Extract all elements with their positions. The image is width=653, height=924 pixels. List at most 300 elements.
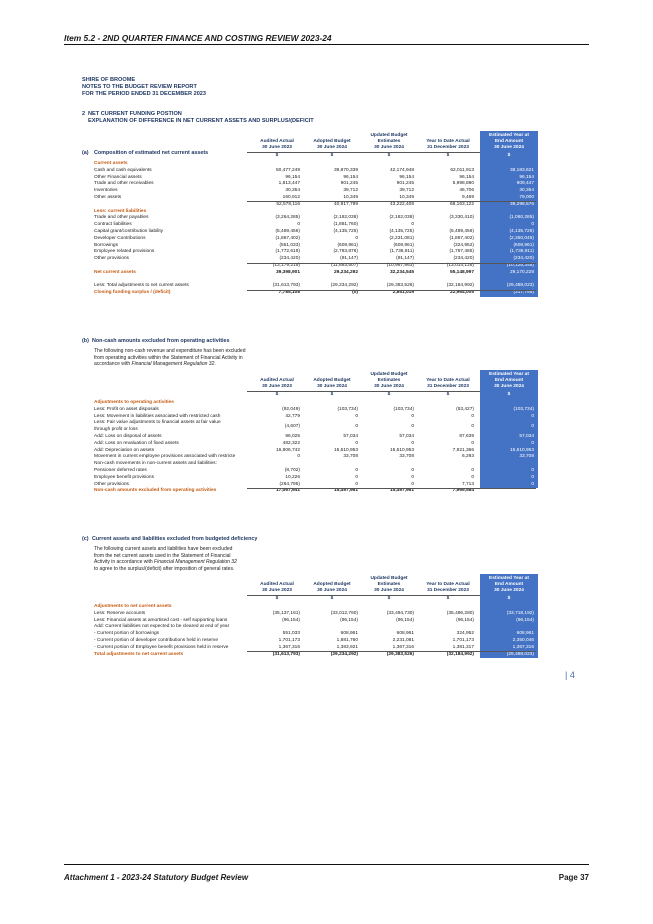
cell-value: 0 xyxy=(531,413,534,419)
cell-value: 0 xyxy=(411,440,414,446)
footer-attachment: Attachment 1 - 2023-24 Statutory Budget Review xyxy=(64,873,249,882)
column-header xyxy=(359,372,419,390)
cell-value: (103,734) xyxy=(337,406,358,412)
table-row xyxy=(82,400,552,407)
unit-label: $ xyxy=(507,392,511,397)
column-header-line: Updated Budget xyxy=(370,576,408,581)
report-period: FOR THE PERIOD ENDED 31 DECEMBER 2023 xyxy=(82,91,207,98)
cell-value: 10,349 xyxy=(343,195,358,200)
cell-value: 0 xyxy=(411,474,414,480)
row-label: Less: Profit on asset disposals xyxy=(94,406,159,412)
row-label: Add: Loss on revaluation of fixed assets xyxy=(94,440,179,446)
cell-value: (32,184,992) xyxy=(446,651,474,657)
cell-value: 324,952 xyxy=(456,631,474,637)
column-header-line: 30 June 2023 xyxy=(262,384,292,389)
paragraph-line: The following non-cash revenue and expenditure has been excluded xyxy=(94,348,246,354)
unit-label: $ xyxy=(446,153,450,158)
table-row xyxy=(82,270,552,277)
table-row xyxy=(82,604,552,611)
cell-value: 16,806,742 xyxy=(275,447,300,453)
column-header-line: 30 June 2024 xyxy=(317,145,347,150)
cell-value: (32,184,992) xyxy=(446,283,474,289)
unit-label: $ xyxy=(507,153,511,158)
paragraph-line: The following current assets and liabilities have been excluded xyxy=(94,546,233,552)
row-label: Add: Loss on disposal of assets xyxy=(94,434,162,439)
subsection-title: Non-cash amounts excluded from operating activities xyxy=(92,338,230,344)
cell-value: 0 xyxy=(531,222,534,228)
table-row xyxy=(82,168,552,175)
cell-value: (96,154) xyxy=(456,617,474,623)
row-label: Less: Total adjustments to net current assets xyxy=(94,283,189,289)
row-label: Add: Depreciation on assets xyxy=(94,447,154,453)
paragraph-line xyxy=(94,559,324,566)
cell-value: (3,264,285) xyxy=(275,215,300,221)
cell-value: 15,497,961 xyxy=(509,488,534,494)
cell-value: (1,060,285) xyxy=(509,215,534,221)
cell-value: (2,231,081) xyxy=(389,235,414,241)
column-header-line: Year to Date Actual xyxy=(426,378,470,383)
cell-value: 30,354 xyxy=(519,188,534,194)
row-label: Net current assets xyxy=(94,269,136,275)
explanatory-paragraph xyxy=(94,546,324,572)
row-label: - Current portion of Employee benefit provisions held in reserve xyxy=(94,644,229,650)
cell-value: (96,154) xyxy=(282,617,300,623)
row-label: Less: Fair value adjustments to financial assets at fair value xyxy=(94,420,221,426)
table-row xyxy=(82,631,552,638)
header-rule xyxy=(64,44,589,45)
column-header xyxy=(418,582,478,594)
column-header xyxy=(302,139,362,151)
subsection-title: Current assets and liabilities excluded from budgeted deficiency xyxy=(92,536,258,542)
unit-label: $ xyxy=(275,392,279,397)
table-row xyxy=(82,468,552,475)
table-row xyxy=(82,181,552,188)
row-label: Add: Current liabilities not expected to be cleared at end of year xyxy=(94,624,230,630)
cell-value: (234,420) xyxy=(453,256,474,262)
cell-value: 52,578,116 xyxy=(276,201,300,207)
column-header-line: 30 June 2023 xyxy=(262,145,292,150)
row-label: Less: Financial assets at amortised cost - self supporting loans xyxy=(94,617,228,623)
section-letter: (b) xyxy=(82,338,89,344)
cell-value: 0 xyxy=(531,440,534,446)
cell-value: 17,067,941 xyxy=(275,488,300,494)
row-label: Less: Movement in liabilities associated with restricted cash xyxy=(94,413,221,419)
cell-value: (1,881,760) xyxy=(333,222,358,228)
column-header-line: Audited Actual xyxy=(260,378,294,383)
cell-value: 608,961 xyxy=(516,631,534,637)
cell-value: 5,998,880 xyxy=(452,181,474,187)
row-label: Non-cash amounts excluded from operating activities xyxy=(94,488,217,494)
cell-value: 0 xyxy=(531,481,534,487)
cell-value: (264,795) xyxy=(279,481,300,487)
cell-value: (13,179,215) xyxy=(272,263,300,268)
section-heading xyxy=(82,111,314,125)
cell-value: 62,011,913 xyxy=(450,167,474,173)
section-letter: (a) xyxy=(82,150,89,156)
cell-value: (53,427) xyxy=(456,406,474,412)
cell-value: 0 xyxy=(411,423,414,429)
cell-value: (608,961) xyxy=(513,242,534,248)
cell-value: 1,701,173 xyxy=(452,638,474,643)
column-header-line: 30 June 2024 xyxy=(374,384,404,389)
cell-value: 0 xyxy=(355,481,358,487)
cell-value: 0 xyxy=(471,440,474,446)
footer-rule xyxy=(64,864,589,865)
cell-value: (2,783,876) xyxy=(333,249,358,255)
row-label: - Current portion of borrowings xyxy=(94,631,160,637)
cell-value: 0 xyxy=(531,468,534,473)
column-header-line: 31 December 2023 xyxy=(427,588,469,593)
unit-label: $ xyxy=(387,153,391,158)
column-header-line: Audited Actual xyxy=(260,139,294,144)
cell-value: 57,034 xyxy=(399,434,414,439)
column-header xyxy=(247,378,307,390)
cell-value: 96,154 xyxy=(519,174,534,180)
column-header-estimated xyxy=(480,576,538,594)
subsection-title: Composition of estimated net current assets xyxy=(94,150,209,156)
cell-value: 15,510,953 xyxy=(333,447,358,453)
column-header-line: Updated Budget xyxy=(370,133,408,138)
cell-value: (1,736,911) xyxy=(389,249,414,255)
cell-value: (5,489,456) xyxy=(449,229,474,234)
cell-value: 482,322 xyxy=(282,440,300,446)
cell-value: 43,222,408 xyxy=(389,201,414,207)
table-row xyxy=(82,407,552,414)
row-label: Contract liabilities xyxy=(94,222,132,228)
table-row xyxy=(82,209,552,216)
column-header-estimated xyxy=(480,133,538,151)
page-marker: | 4 xyxy=(565,670,575,680)
row-label: Inventories xyxy=(94,188,118,194)
cell-value: 608,961 xyxy=(340,631,358,637)
cell-value: 42,779 xyxy=(285,413,300,419)
paragraph-text: accordance with xyxy=(94,361,132,368)
unit-label: $ xyxy=(330,392,334,397)
cell-value: (29,234,292) xyxy=(330,283,358,289)
unit-label: $ xyxy=(330,153,334,158)
cell-value: 1,381,317 xyxy=(452,644,474,650)
header-rule xyxy=(247,595,480,596)
row-label: Cash and cash equivalents xyxy=(94,167,152,173)
cell-value: 79,000 xyxy=(519,195,534,200)
column-header-line: Estimated Year at xyxy=(489,372,529,377)
cell-value: 1,881,760 xyxy=(336,638,358,643)
unit-label: $ xyxy=(507,596,511,601)
cell-value: (1,867,402) xyxy=(275,235,300,241)
cell-value: (4,135,725) xyxy=(333,229,358,234)
cell-value: 30,354 xyxy=(285,188,300,194)
column-header-line: 31 December 2023 xyxy=(427,145,469,150)
table-row xyxy=(82,222,552,229)
cell-value: 0 xyxy=(411,413,414,419)
column-header-line: Adopted Budget xyxy=(313,378,351,383)
row-label: Movement in current employee provisions associated with restricte xyxy=(94,454,236,460)
regulation-ref: Financial Management Regulation 32 xyxy=(131,361,215,368)
cell-value: 7,713 xyxy=(461,481,474,487)
cell-value: (29,488,023) xyxy=(506,651,534,657)
column-header xyxy=(418,139,478,151)
row-label: Trade and other payables xyxy=(94,215,149,221)
paragraph-line: from the net current assets used in the Statement of Financial xyxy=(94,552,231,559)
cell-value: 55,148,997 xyxy=(449,269,474,275)
cell-value: 10,226 xyxy=(285,474,300,480)
cell-value: (103,734) xyxy=(513,406,534,412)
cell-value: 1,367,316 xyxy=(392,644,414,650)
cell-value: (317,795) xyxy=(513,290,534,296)
table-row xyxy=(82,290,552,297)
cell-value: (35,137,161) xyxy=(272,610,300,616)
column-header-line: 30 June 2024 xyxy=(317,384,347,389)
row-label: - Current portion of developer contributions held in reserve xyxy=(94,638,218,643)
cell-value: 0 xyxy=(471,468,474,473)
column-header xyxy=(359,133,419,151)
paragraph-line: to agree to the surplus/(deficit) after imposition of general rates. xyxy=(94,565,235,572)
cell-value: 40,917,799 xyxy=(333,201,358,207)
row-label: Pensioner deferred rates xyxy=(94,468,147,473)
paragraph-line xyxy=(94,361,324,368)
cell-value: 32,234,545 xyxy=(389,269,414,275)
cell-value: 0 xyxy=(471,413,474,419)
unit-label: $ xyxy=(387,596,391,601)
cell-value: 1,813,447 xyxy=(278,181,300,187)
table-row xyxy=(82,441,552,448)
cell-value: 608,961 xyxy=(396,631,414,637)
cell-value: 38,183,621 xyxy=(509,167,534,173)
cell-value: 0 xyxy=(471,474,474,480)
cell-value: 96,154 xyxy=(459,174,474,180)
cell-value: 42,174,948 xyxy=(389,167,414,173)
column-header-estimated xyxy=(480,372,538,390)
table-row xyxy=(82,434,552,441)
subtotal-rule xyxy=(247,201,536,202)
table-row xyxy=(82,236,552,243)
cell-value: (3,330,410) xyxy=(449,215,474,221)
page-header: Item 5.2 - 2ND QUARTER FINANCE AND COSTING REVIEW 2023-24 xyxy=(64,33,332,43)
cell-value: 2,231,081 xyxy=(392,638,414,643)
cell-value: 0 xyxy=(531,474,534,480)
table-row xyxy=(82,249,552,256)
column-header-line: Estimates xyxy=(377,139,401,144)
cell-value: (33,012,760) xyxy=(330,610,358,616)
row-label: Adjustments to operating activities xyxy=(94,400,174,405)
table-row xyxy=(82,420,552,427)
table-row xyxy=(82,611,552,618)
cell-value: (1,867,402) xyxy=(449,235,474,241)
total-rule xyxy=(247,488,536,489)
column-header-line: Estimates xyxy=(377,582,401,587)
cell-value: 0 xyxy=(355,413,358,419)
cell-value: (31,613,793) xyxy=(272,283,300,289)
cell-value: (2,182,038) xyxy=(389,215,414,221)
table-row xyxy=(82,215,552,222)
table-row xyxy=(82,652,552,659)
row-label: Capital grant/contribution liability xyxy=(94,229,164,234)
row-label: Borrowings xyxy=(94,242,118,248)
cell-value: (29,488,023) xyxy=(506,283,534,289)
cell-value: 96,025 xyxy=(285,434,300,439)
cell-value: (1,736,911) xyxy=(509,249,534,255)
cell-value: (608,961) xyxy=(337,242,358,248)
row-label: Other provisions xyxy=(94,481,129,487)
row-label: Current assets xyxy=(94,161,128,166)
column-header xyxy=(302,582,362,594)
cell-value: (1,767,485) xyxy=(449,249,474,255)
cell-value: 0 xyxy=(355,440,358,446)
org-name: SHIRE OF BROOME xyxy=(82,77,136,83)
table-row xyxy=(82,188,552,195)
cell-value: (4,135,725) xyxy=(509,229,534,234)
section-title-2: EXPLANATION OF DIFFERENCE IN NET CURRENT ASSETS AND SURPLUS/(DEFICIT xyxy=(88,118,314,124)
column-header-line: Adopted Budget xyxy=(313,139,351,144)
report-title xyxy=(82,77,206,99)
section-letter: (c) xyxy=(82,536,89,542)
cell-value: 0 xyxy=(355,423,358,429)
cell-value: (92,049) xyxy=(282,406,300,412)
cell-value: 160,912 xyxy=(282,195,300,200)
cell-value: 0 xyxy=(411,481,414,487)
footer-page-number: Page 37 xyxy=(558,873,589,882)
cell-value: 2,851,019 xyxy=(392,290,414,296)
cell-value: 29,234,292 xyxy=(333,269,358,275)
cell-value: 15,510,953 xyxy=(509,447,534,453)
cell-value: 7,969,584 xyxy=(452,488,474,494)
cell-value: 39,712 xyxy=(343,188,358,194)
row-label: through profit or loss xyxy=(94,427,138,433)
cell-value: 33,708 xyxy=(343,454,358,460)
cell-value: 39,298,576 xyxy=(509,201,534,207)
cell-value: 6,293 xyxy=(461,454,474,460)
cell-value: (10,126,348) xyxy=(506,263,534,268)
cell-value: (31,613,793) xyxy=(272,651,300,657)
table-row xyxy=(82,161,552,168)
cell-value: 7,785,108 xyxy=(278,290,300,296)
subtotal-row xyxy=(82,202,552,209)
column-header-line: 30 June 2024 xyxy=(374,588,404,593)
cell-value: (8,702) xyxy=(284,468,300,473)
cell-value: 68,163,122 xyxy=(449,201,474,207)
cell-value: (96,154) xyxy=(396,617,414,623)
table-row xyxy=(82,461,552,468)
column-header-line: Estimated Year at xyxy=(489,576,529,581)
column-header xyxy=(247,582,307,594)
cell-value: (1,772,619) xyxy=(275,249,300,255)
unit-label: $ xyxy=(275,153,279,158)
cell-value: 39,712 xyxy=(399,188,414,194)
cell-value: (608,961) xyxy=(393,242,414,248)
cell-value: 0 xyxy=(297,454,300,460)
cell-value: 33,708 xyxy=(519,454,534,460)
cell-value: 96,154 xyxy=(343,174,358,180)
column-header-line: 30 June 2023 xyxy=(262,588,292,593)
column-header-line: 30 June 2024 xyxy=(374,145,404,150)
cell-value: 15,510,953 xyxy=(389,447,414,453)
column-header-line: 30 June 2024 xyxy=(317,588,347,593)
cell-value: (91,147) xyxy=(396,256,414,262)
row-label: Developer Contributions xyxy=(94,235,146,241)
column-header xyxy=(302,378,362,390)
cell-value: (4,135,725) xyxy=(389,229,414,234)
cell-value: 1,367,316 xyxy=(512,644,534,650)
cell-value: (5,489,456) xyxy=(275,229,300,234)
unit-label: $ xyxy=(387,392,391,397)
column-header-line: Adopted Budget xyxy=(313,582,351,587)
row-label: Employee related provisions xyxy=(94,249,155,255)
cell-value: (324,952) xyxy=(453,242,474,248)
cell-value: 0 xyxy=(411,222,414,228)
row-label: Closing funding surplus / (deficit) xyxy=(94,290,171,296)
row-label: Total adjustments to net current assets xyxy=(94,651,184,657)
cell-value: 1,383,921 xyxy=(336,644,358,650)
table-row xyxy=(82,229,552,236)
row-label: Other assets xyxy=(94,195,122,200)
column-header-line: Year to Date Actual xyxy=(426,139,470,144)
table-row xyxy=(82,488,552,495)
cell-value: (2,350,046) xyxy=(509,235,534,241)
row-label: Non-cash movements in non-current assets and liabilities: xyxy=(94,461,217,467)
cell-value: (551,033) xyxy=(279,242,300,248)
cell-value: 1,701,173 xyxy=(278,638,300,643)
subtotal-row xyxy=(82,263,552,270)
cell-value: (33,718,192) xyxy=(506,610,534,616)
cell-value: 57,034 xyxy=(519,434,534,439)
cell-value: 87,639 xyxy=(459,434,474,439)
cell-value: 39,398,901 xyxy=(275,269,300,275)
column-header-line: End Amount xyxy=(494,582,524,587)
cell-value: 96,154 xyxy=(399,174,414,180)
column-header-line: End Amount xyxy=(494,378,524,383)
cell-value: 901,245 xyxy=(340,181,358,187)
cell-value: 29,170,228 xyxy=(509,269,534,275)
column-header xyxy=(359,576,419,594)
cell-value: 909,447 xyxy=(516,181,534,187)
total-rule xyxy=(247,651,536,652)
cell-value: 96,154 xyxy=(285,174,300,180)
header-rule xyxy=(247,152,480,153)
column-header-line: Updated Budget xyxy=(370,372,408,377)
cell-value: 0 xyxy=(471,423,474,429)
cell-value: 33,708 xyxy=(399,454,414,460)
cell-value: 0 xyxy=(355,235,358,241)
column-header-line: Estimates xyxy=(377,378,401,383)
cell-value: (29,383,526) xyxy=(386,651,414,657)
cell-value: (96,154) xyxy=(516,617,534,623)
cell-value: 551,033 xyxy=(282,631,300,637)
cell-value: (234,420) xyxy=(279,256,300,262)
paragraph-text: . xyxy=(214,361,216,368)
cell-value: 2,350,046 xyxy=(512,638,534,643)
section-number: 2 xyxy=(82,111,86,117)
table-row xyxy=(82,475,552,482)
cell-value: (35,496,280) xyxy=(446,610,474,616)
cell-value: (91,147) xyxy=(340,256,358,262)
cell-value: (29,234,292) xyxy=(330,651,358,657)
unit-label: $ xyxy=(330,596,334,601)
cell-value: 39,870,339 xyxy=(333,167,358,173)
table-row-continuation xyxy=(82,427,552,434)
cell-value: 0 xyxy=(355,468,358,473)
row-label: Other Financial assets xyxy=(94,174,142,180)
paragraph-line: from operating activities within the Statement of Financial Activity in xyxy=(94,354,243,361)
report-name: NOTES TO THE BUDGET REVIEW REPORT xyxy=(82,84,197,91)
column-header-line: Year to Date Actual xyxy=(426,582,470,587)
cell-value: 22,964,005 xyxy=(449,290,474,296)
cell-value: 50,477,249 xyxy=(275,167,300,173)
unit-label: $ xyxy=(446,596,450,601)
column-header-line: Estimated Year at xyxy=(489,133,529,138)
cell-value: 0 xyxy=(355,474,358,480)
unit-label: $ xyxy=(275,596,279,601)
cell-value: (4,607) xyxy=(284,423,300,429)
